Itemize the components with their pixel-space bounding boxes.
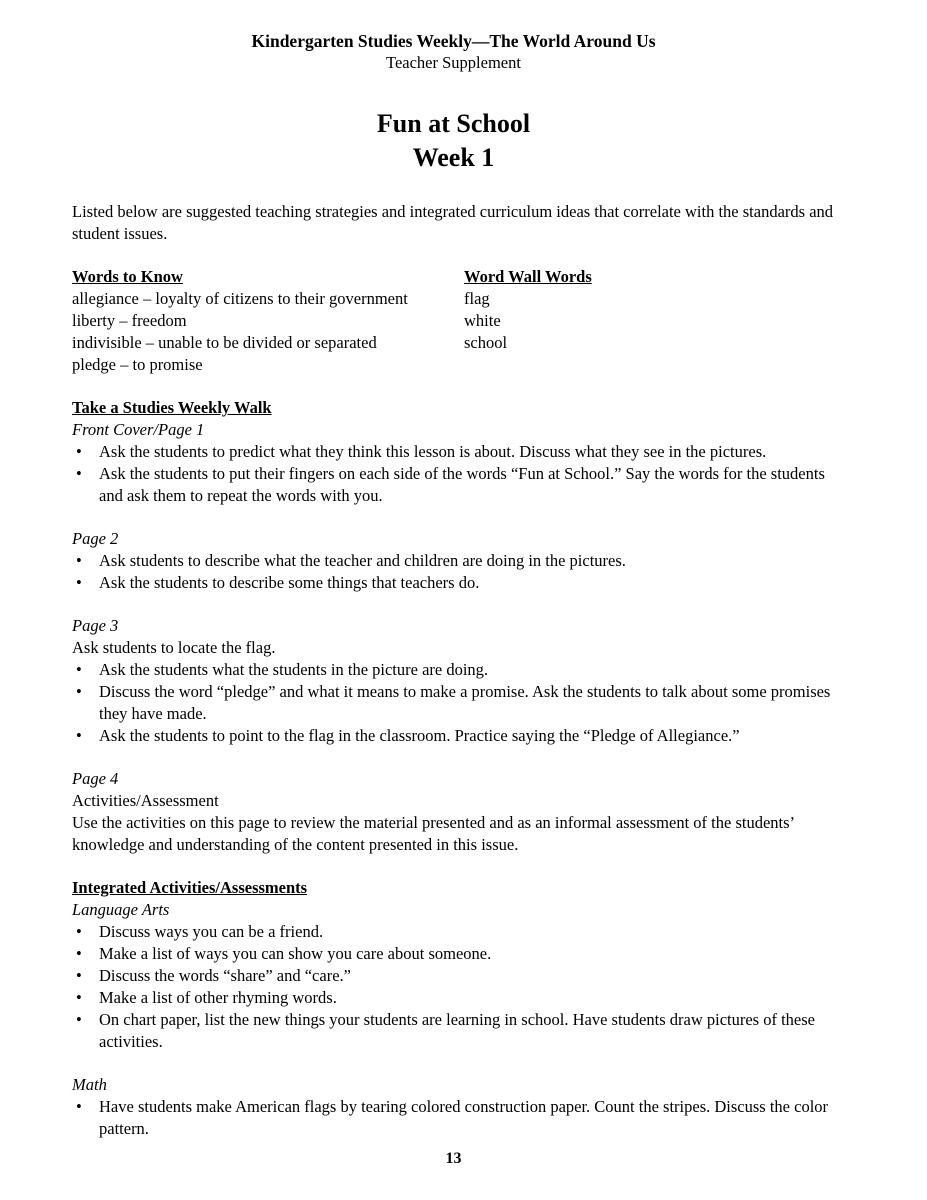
vocab-section <box>72 266 835 376</box>
section-line: Use the activities on this page to review the material presented and as an informal assessment of the students’ knowledge and understanding of the content presented in this issue. <box>72 813 794 854</box>
bullet-icon: • <box>76 944 82 963</box>
bullet-item <box>72 572 835 594</box>
vocab-term: indivisible – unable to be divided or separated <box>72 333 377 352</box>
section-page-2 <box>72 528 835 594</box>
section-subheading: Language Arts <box>72 900 170 919</box>
section-studies-weekly-walk <box>72 397 835 507</box>
bullet-icon: • <box>76 988 82 1007</box>
bullet-item <box>72 441 835 463</box>
bullet-item <box>72 463 835 507</box>
bullet-icon: • <box>76 966 82 985</box>
bullet-icon: • <box>76 726 82 745</box>
bullet-item <box>72 681 835 725</box>
lesson-title <box>72 107 835 175</box>
bullet-item <box>72 1096 835 1140</box>
page-number: 13 <box>445 1150 462 1167</box>
bullet-item <box>72 943 835 965</box>
bullet-text: Ask students to describe what the teacher and children are doing in the pictures. <box>99 551 626 570</box>
document-content <box>72 0 835 1140</box>
section-page-4 <box>72 768 835 856</box>
lesson-title-line2: Week 1 <box>412 143 495 172</box>
bullet-item <box>72 965 835 987</box>
bullet-item <box>72 659 835 681</box>
word-wall-column <box>464 266 835 376</box>
section-line: Activities/Assessment <box>72 791 219 810</box>
section-subheading: Math <box>72 1075 107 1094</box>
vocab-term: allegiance – loyalty of citizens to their government <box>72 289 408 308</box>
bullet-icon: • <box>76 1010 82 1029</box>
vocab-term: pledge – to promise <box>72 355 203 374</box>
intro-paragraph: Listed below are suggested teaching strategies and integrated curriculum ideas that correlate with the standards and student issues. <box>72 202 834 243</box>
bullet-item <box>72 921 835 943</box>
word-wall-word: white <box>464 311 501 330</box>
doc-header <box>72 0 835 74</box>
section-line: Ask students to locate the flag. <box>72 638 276 657</box>
bullet-text: On chart paper, list the new things your students are learning in school. Have students draw pictures of these activities. <box>99 1010 815 1051</box>
word-wall-word: flag <box>464 289 490 308</box>
words-to-know-column <box>72 266 464 376</box>
words-to-know-list <box>72 288 464 376</box>
section-subheading: Page 2 <box>72 529 119 548</box>
lesson-title-line1: Fun at School <box>376 109 531 138</box>
words-to-know-heading: Words to Know <box>72 267 183 286</box>
bullet-text: Make a list of other rhyming words. <box>99 988 337 1007</box>
bullet-icon: • <box>76 442 82 461</box>
bullet-item <box>72 550 835 572</box>
bullet-text: Ask the students to point to the flag in the classroom. Practice saying the “Pledge of Allegiance.” <box>99 726 740 745</box>
sections-container <box>72 397 835 1140</box>
bullet-icon: • <box>76 682 82 701</box>
section-subheading: Page 4 <box>72 769 119 788</box>
bullet-text: Ask the students to put their fingers on each side of the words “Fun at School.” Say the words for the students and ask them to repeat the words with you. <box>99 464 825 505</box>
bullet-icon: • <box>76 464 82 483</box>
section-heading: Integrated Activities/Assessments <box>72 878 308 897</box>
section-subheading: Page 3 <box>72 616 119 635</box>
bullet-text: Have students make American flags by tearing colored construction paper. Count the stripes. Discuss the color pattern. <box>99 1097 829 1138</box>
bullet-text: Discuss the word “pledge” and what it means to make a promise. Ask the students to talk about some promises they have made. <box>99 682 831 723</box>
word-wall-list <box>464 288 835 354</box>
word-wall-word: school <box>464 333 508 352</box>
section-math <box>72 1074 835 1140</box>
section-integrated-activities <box>72 877 835 1053</box>
bullet-icon: • <box>76 922 82 941</box>
bullet-text: Make a list of ways you can show you care about someone. <box>99 944 492 963</box>
bullet-icon: • <box>76 1097 82 1116</box>
bullet-item <box>72 1009 835 1053</box>
bullet-item <box>72 987 835 1009</box>
section-page-3 <box>72 615 835 747</box>
bullet-text: Ask the students what the students in the picture are doing. <box>99 660 489 679</box>
doc-header-title: Kindergarten Studies Weekly—The World Around Us <box>251 31 656 51</box>
section-heading: Take a Studies Weekly Walk <box>72 398 272 417</box>
bullet-icon: • <box>76 573 82 592</box>
word-wall-heading: Word Wall Words <box>464 267 592 286</box>
bullet-item <box>72 725 835 747</box>
doc-header-subtitle: Teacher Supplement <box>386 53 521 72</box>
vocab-term: liberty – freedom <box>72 311 187 330</box>
bullet-icon: • <box>76 660 82 679</box>
bullet-text: Ask the students to describe some things that teachers do. <box>99 573 480 592</box>
bullet-text: Discuss ways you can be a friend. <box>99 922 324 941</box>
section-subheading: Front Cover/Page 1 <box>72 420 205 439</box>
bullet-text: Discuss the words “share” and “care.” <box>99 966 351 985</box>
bullet-icon: • <box>76 551 82 570</box>
bullet-text: Ask the students to predict what they think this lesson is about. Discuss what they see in the pictures. <box>99 442 767 461</box>
